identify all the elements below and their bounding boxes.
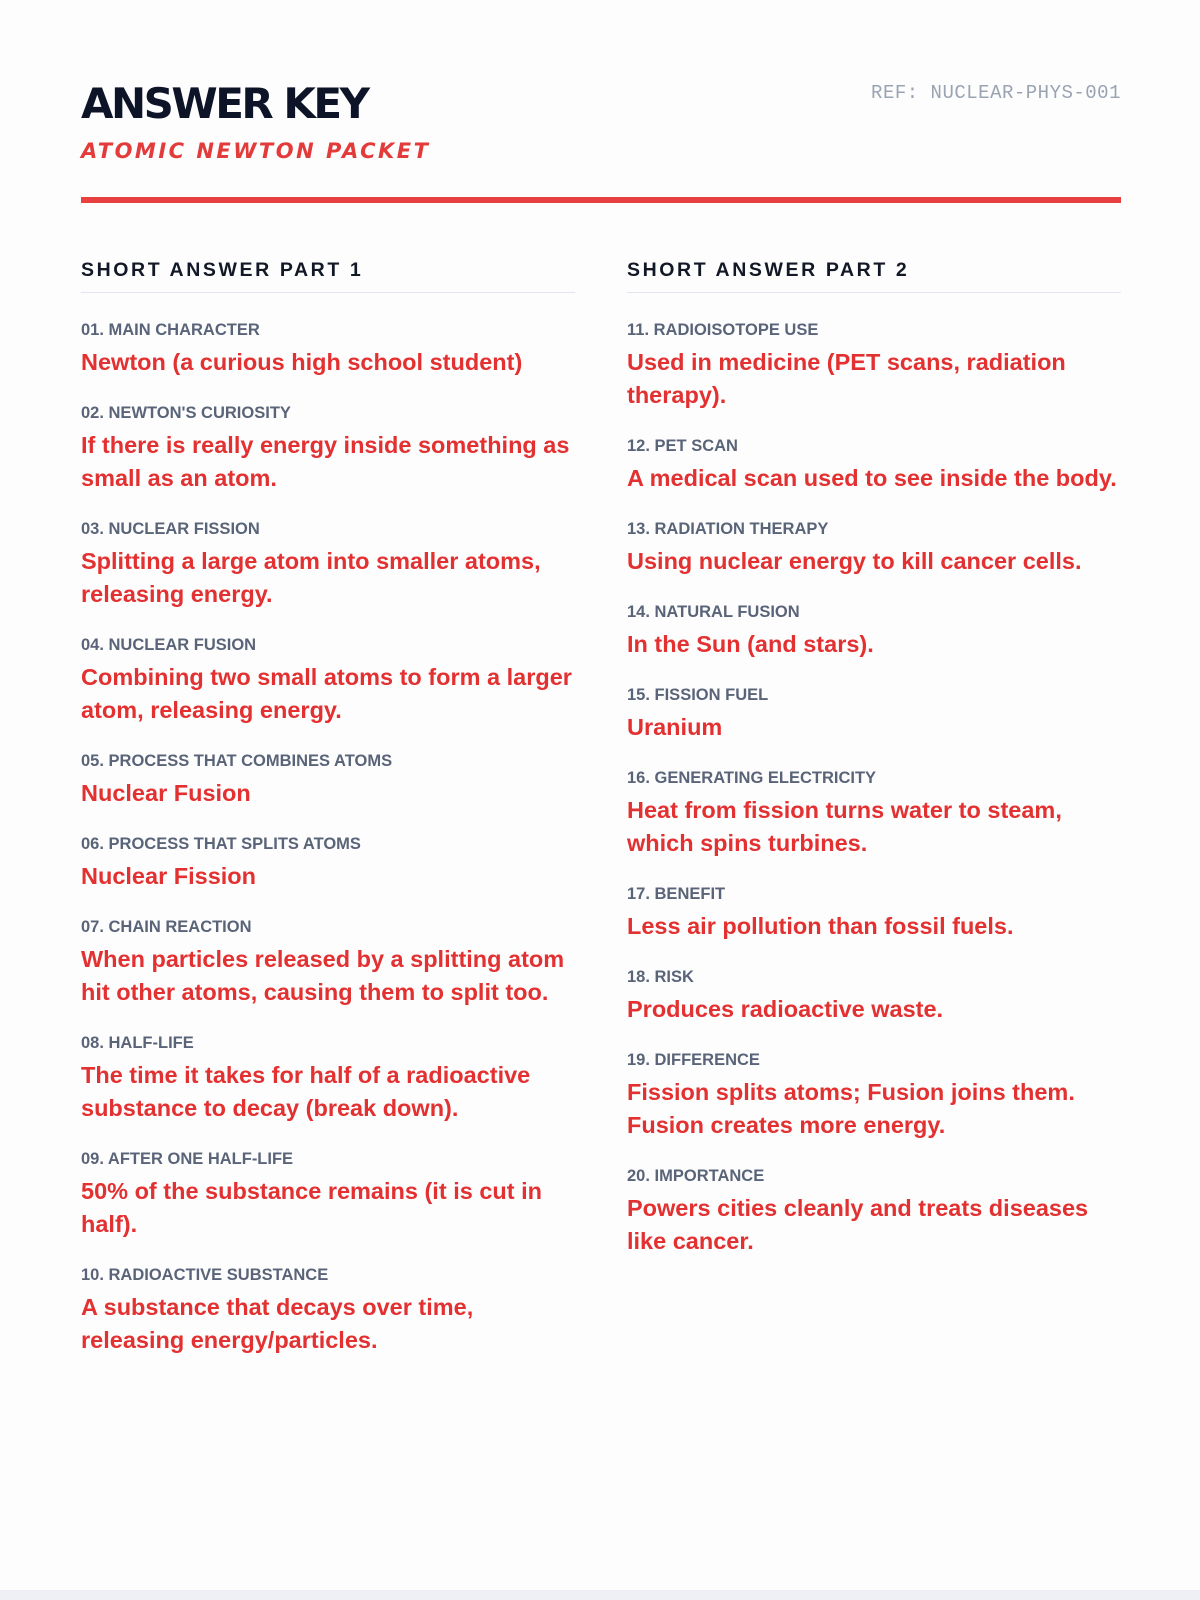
- answer-item: [627, 884, 1121, 943]
- page-bottom-strip: [0, 1590, 1200, 1600]
- section-heading: SHORT ANSWER PART 2: [627, 258, 1121, 293]
- answer-item: [627, 436, 1121, 495]
- question-label: 12. PET SCAN: [627, 437, 738, 455]
- answer-text: Nuclear Fusion: [81, 780, 251, 806]
- question-label: 10. RADIOACTIVE SUBSTANCE: [81, 1266, 329, 1284]
- reference-code: REF: NUCLEAR-PHYS-001: [871, 82, 1121, 104]
- answer-item: [81, 1033, 575, 1125]
- question-label: 02. NEWTON'S CURIOSITY: [81, 404, 291, 422]
- answer-item: [81, 1265, 575, 1357]
- answer-item: [81, 635, 575, 727]
- question-label: 13. RADIATION THERAPY: [627, 520, 829, 538]
- question-label: 01. MAIN CHARACTER: [81, 321, 260, 339]
- answer-item: [627, 602, 1121, 661]
- answer-text: Newton (a curious high school student): [81, 349, 523, 375]
- answer-text: Combining two small atoms to form a larger atom, releasing energy.: [81, 664, 572, 723]
- answer-item: [627, 967, 1121, 1026]
- answer-text: Less air pollution than fossil fuels.: [627, 913, 1014, 939]
- page-header: [81, 78, 1121, 166]
- answer-item: [627, 519, 1121, 578]
- question-label: 08. HALF-LIFE: [81, 1034, 194, 1052]
- header-divider: [81, 197, 1121, 203]
- question-label: 06. PROCESS THAT SPLITS ATOMS: [81, 835, 361, 853]
- answer-item: [627, 1050, 1121, 1142]
- question-label: 17. BENEFIT: [627, 885, 726, 903]
- answer-item: [81, 320, 575, 379]
- answer-item: [81, 834, 575, 893]
- answer-text: Nuclear Fission: [81, 863, 256, 889]
- answer-text: Using nuclear energy to kill cancer cells.: [627, 548, 1082, 574]
- question-label: 05. PROCESS THAT COMBINES ATOMS: [81, 752, 393, 770]
- answer-text: A substance that decays over time, releasing energy/particles.: [81, 1294, 474, 1353]
- answer-text: Splitting a large atom into smaller atoms, releasing energy.: [81, 548, 541, 607]
- answer-item: [627, 768, 1121, 860]
- answer-text: The time it takes for half of a radioactive substance to decay (break down).: [81, 1062, 531, 1121]
- answer-text: A medical scan used to see inside the body.: [627, 465, 1117, 491]
- question-label: 03. NUCLEAR FISSION: [81, 520, 260, 538]
- answer-item: [81, 519, 575, 611]
- answer-item: [627, 1166, 1121, 1258]
- page-title: ANSWER KEY: [81, 79, 368, 128]
- answer-text: If there is really energy inside something as small as an atom.: [81, 432, 570, 491]
- question-label: 07. CHAIN REACTION: [81, 918, 252, 936]
- answer-text: Produces radioactive waste.: [627, 996, 944, 1022]
- question-label: 16. GENERATING ELECTRICITY: [627, 769, 877, 787]
- answer-text: Heat from fission turns water to steam, which spins turbines.: [627, 797, 1062, 856]
- answer-item: [81, 403, 575, 495]
- answer-item: [627, 320, 1121, 412]
- question-label: 15. FISSION FUEL: [627, 686, 769, 704]
- answer-text: Uranium: [627, 714, 723, 740]
- answer-text: Powers cities cleanly and treats diseases like cancer.: [627, 1195, 1089, 1254]
- page-subtitle: ATOMIC NEWTON PACKET: [81, 139, 431, 163]
- question-label: 09. AFTER ONE HALF-LIFE: [81, 1150, 294, 1168]
- answer-item: [81, 917, 575, 1009]
- answer-item: [627, 685, 1121, 744]
- answer-text: Fission splits atoms; Fusion joins them. Fusion creates more energy.: [627, 1079, 1075, 1138]
- question-label: 20. IMPORTANCE: [627, 1167, 765, 1185]
- question-label: 18. RISK: [627, 968, 694, 986]
- answer-item: [81, 1149, 575, 1241]
- answer-text: When particles released by a splitting atom hit other atoms, causing them to split too.: [81, 946, 565, 1005]
- question-label: 19. DIFFERENCE: [627, 1051, 760, 1069]
- answer-text: In the Sun (and stars).: [627, 631, 874, 657]
- question-label: 14. NATURAL FUSION: [627, 603, 800, 621]
- short-answer-part-1: [81, 258, 575, 1381]
- answer-text: Used in medicine (PET scans, radiation therapy).: [627, 349, 1066, 408]
- section-heading: SHORT ANSWER PART 1: [81, 258, 575, 293]
- short-answer-part-2: [627, 258, 1121, 1282]
- answer-text: 50% of the substance remains (it is cut in half).: [81, 1178, 542, 1237]
- question-label: 11. RADIOISOTOPE USE: [627, 321, 819, 339]
- answer-item: [81, 751, 575, 810]
- question-label: 04. NUCLEAR FUSION: [81, 636, 257, 654]
